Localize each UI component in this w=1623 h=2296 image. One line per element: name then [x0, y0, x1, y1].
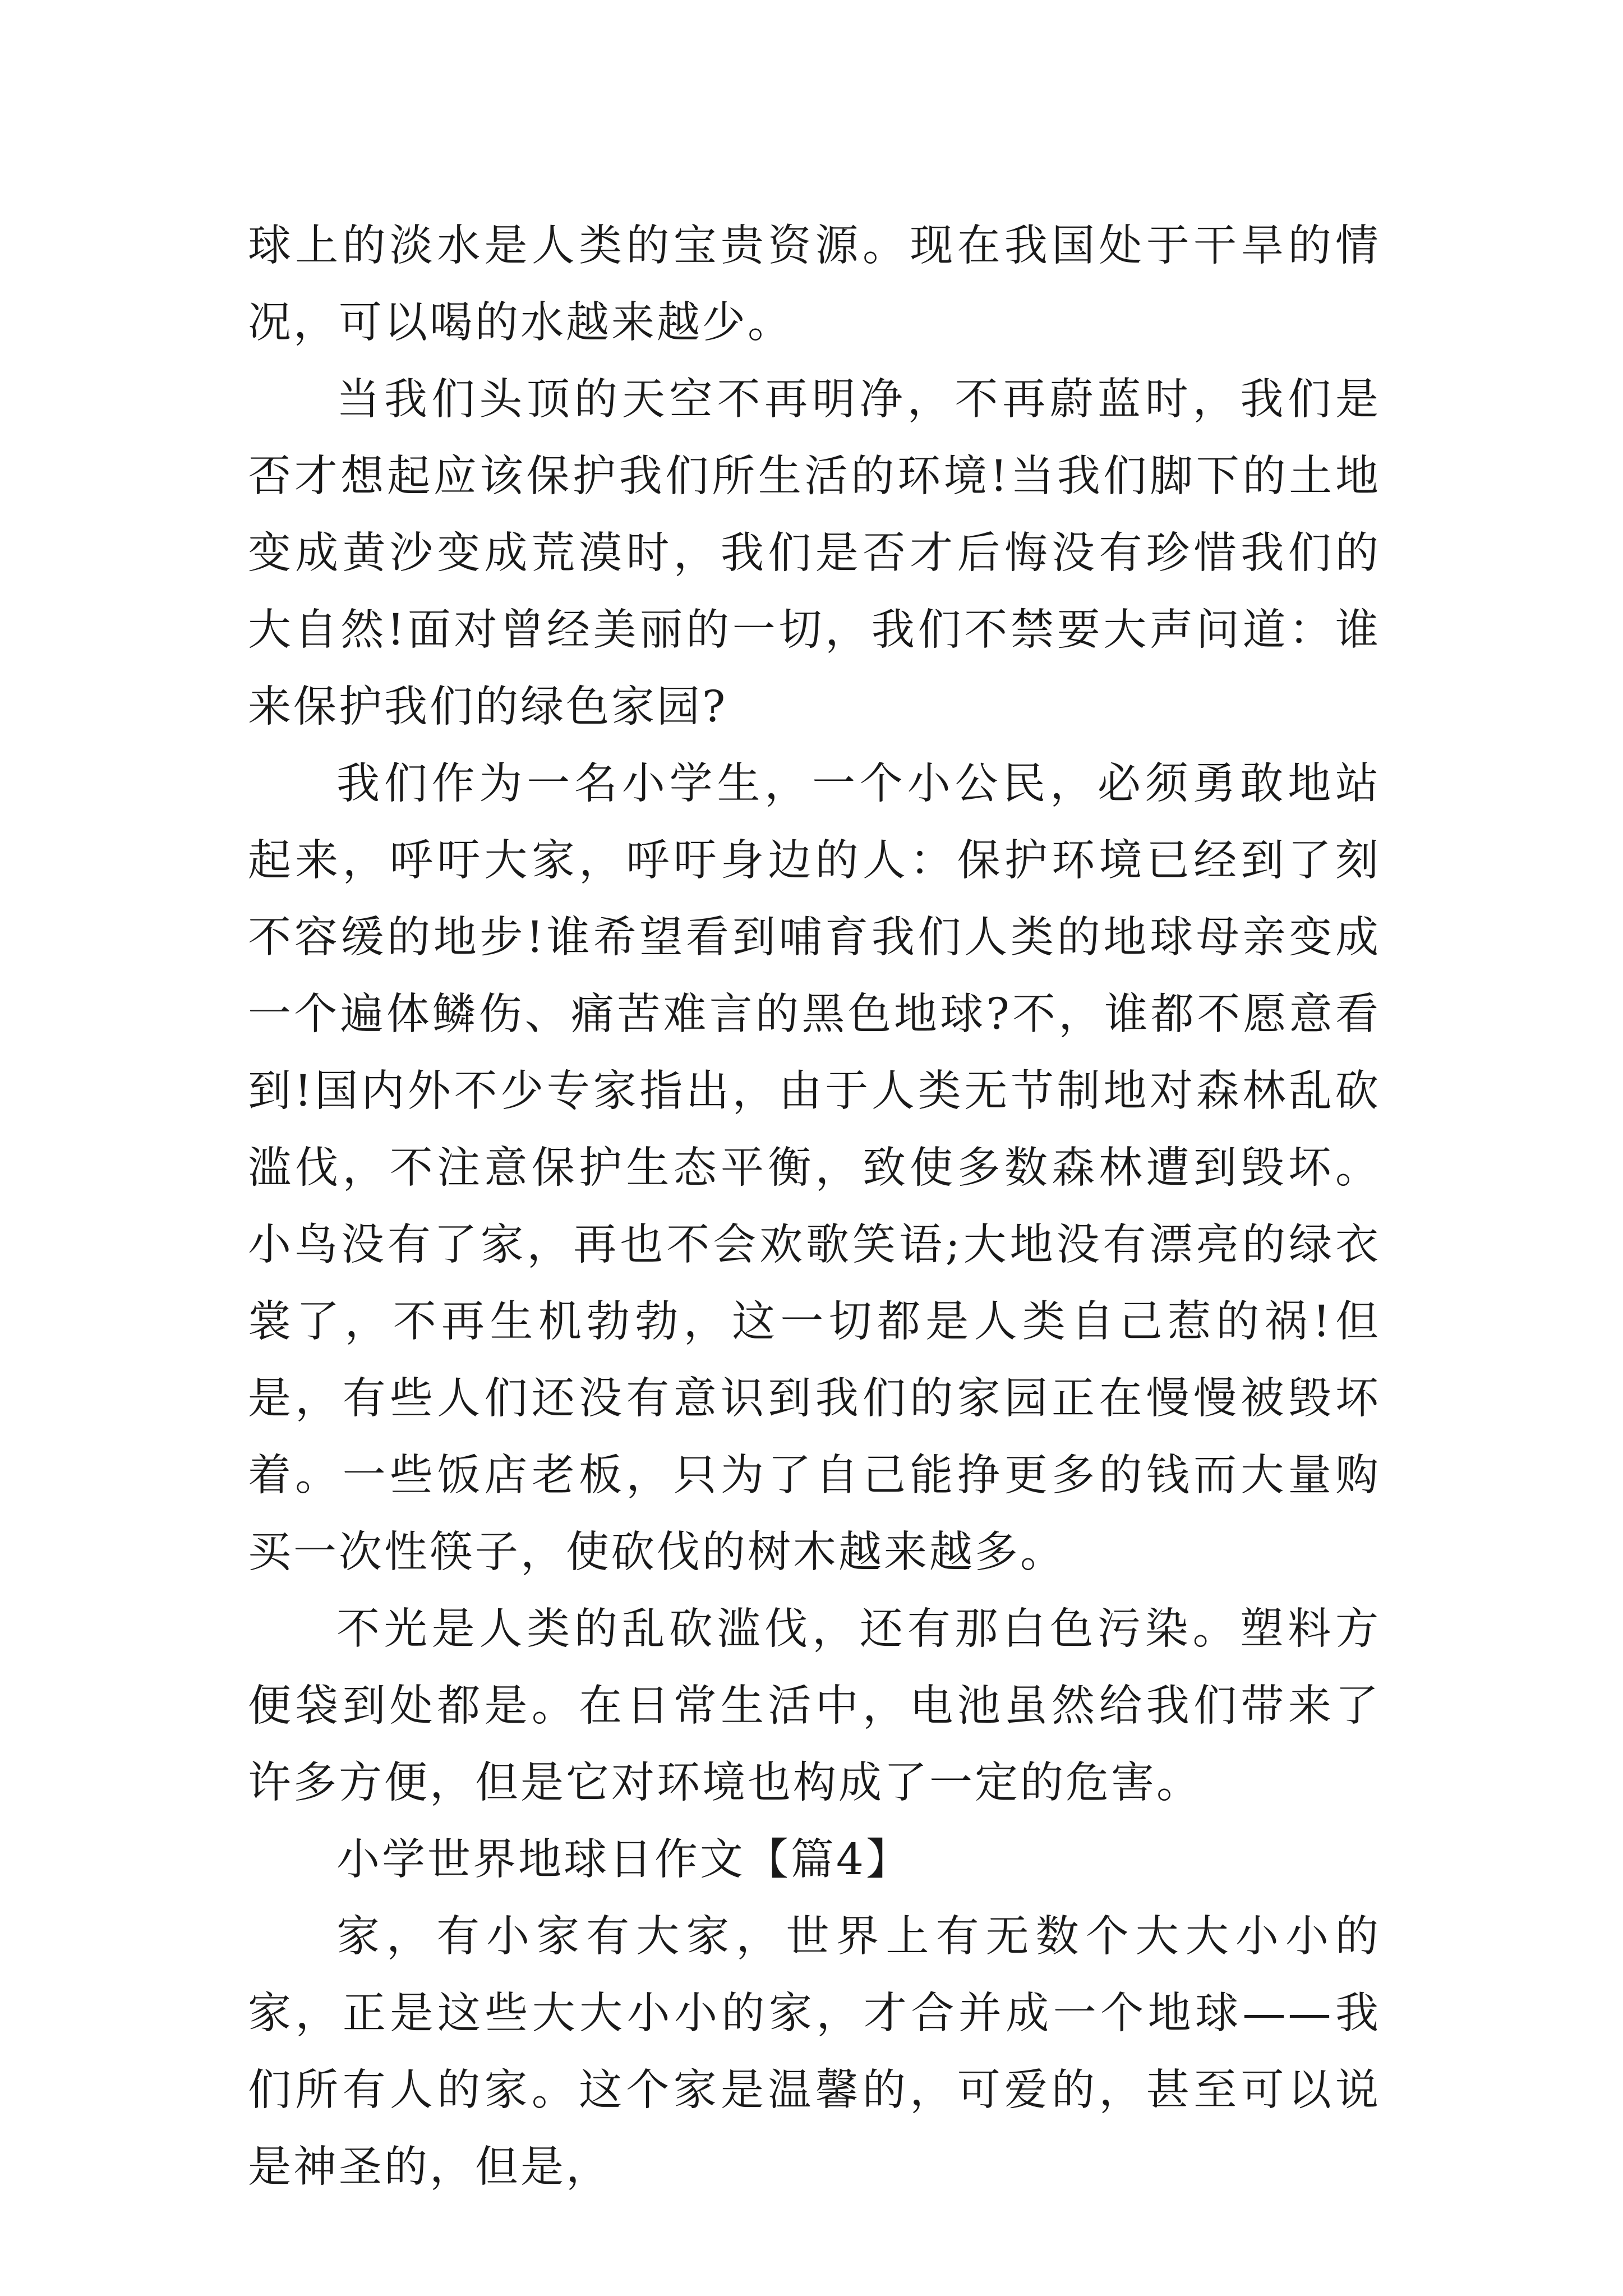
- section-heading: 小学世界地球日作文【篇4】: [336, 1835, 911, 1885]
- paragraph-student-call: 我们作为一名小学生，一个小公民，必须勇敢地站起来，呼吁大家，呼吁身边的人：保护环境已经到了刻不容缓的地步!谁希望看到哺育我们人类的地球母亲变成一个遍体鳞伤、痛苦难言的黑色地球?不，谁都不愿意看到!国内外不少专家指出，由于人类无节制地对森林乱砍滥伐，不注意保护生态平衡，致使多数森林遭到毁坏。小鸟没有了家，再也不会欢歌笑语;大地没有漂亮的绿衣裳了，不再生机勃勃，这一切都是人类自己惹的祸!但是，有些人们还没有意识到我们的家园正在慢慢被毁坏着。一些饭店老板，只为了自己能挣更多的钱而大量购买一次性筷子，使砍伐的树木越来越多。: [248, 759, 1381, 1577]
- paragraph-blue-sky: 当我们头顶的天空不再明净，不再蔚蓝时，我们是否才想起应该保护我们所生活的环境!当我们脚下的土地变成黄沙变成荒漠时，我们是否才后悔没有珍惜我们的大自然!面对曾经美丽的一切，我们不禁要大声问道：谁来保护我们的绿色家园?: [248, 375, 1381, 732]
- document-body: [248, 208, 1381, 2206]
- paragraph-white-pollution: 不光是人类的乱砍滥伐，还有那白色污染。塑料方便袋到处都是。在日常生活中，电池虽然给我们带来了许多方便，但是它对环境也构成了一定的危害。: [248, 1604, 1381, 1808]
- paragraph-continuation: 球上的淡水是人类的宝贵资源。现在我国处于干旱的情况，可以喝的水越来越少。: [248, 221, 1381, 348]
- paragraph-home: 家，有小家有大家，世界上有无数个大大小小的家，正是这些大大小小的家，才合并成一个地球——我们所有人的家。这个家是温馨的，可爱的，甚至可以说是神圣的，但是，: [248, 1912, 1381, 2192]
